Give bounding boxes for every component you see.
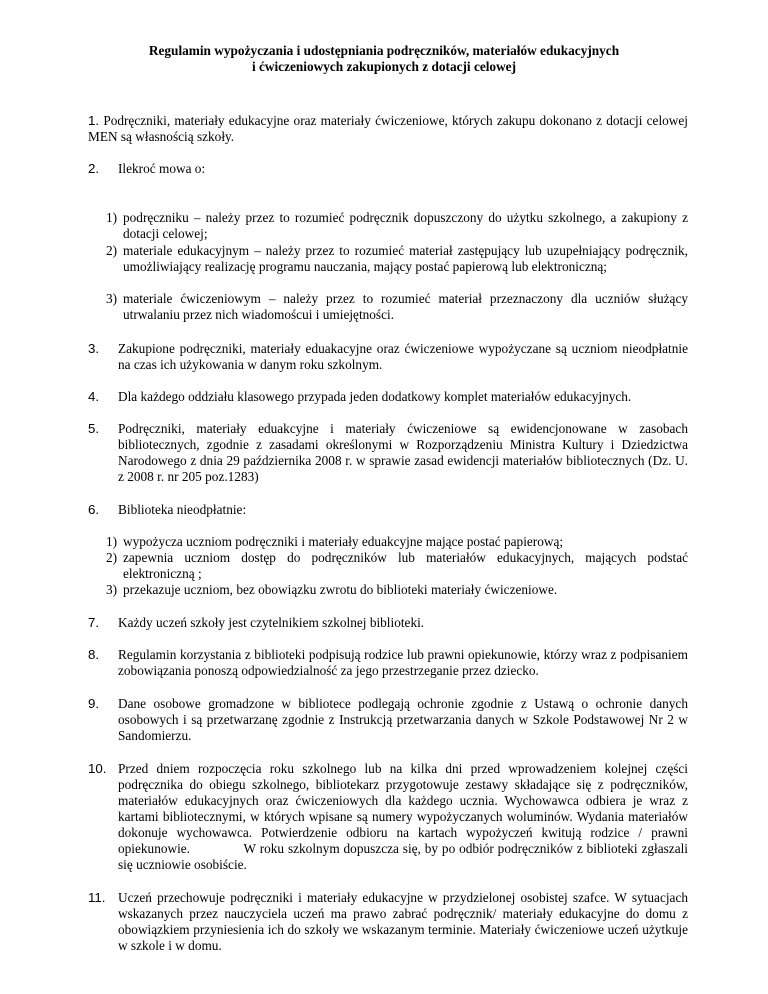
paragraph-11 <box>88 890 688 954</box>
paragraph-9-text: Dane osobowe gromadzone w bibliotece podlegają ochronie zgodnie z Ustawą o ochronie danych osobowych i są przetwarzanę zgodnie z Instrukcją przetwarzania danych w Szkole Podstawowej Nr 2 w Sandomierzu. <box>118 696 688 743</box>
paragraph-10-text-main: Przed dniem rozpoczęcia roku szkolnego lub na kilka dni przed wprowadzeniem kolejnej części podręcznika do obiegu szkolnego, bibliotekarz przygotowuje zestawy składające się z podręczników, materiałów edukacyjnych oraz ćwiczeniowych dla każdego ucznia. Wychowawca odbiera je wraz z kartami bibliotecznymi, w których wpisane są numery wypożyczanych woluminów. Wydania materiałów dokonuje wychowawca. Potwierdzenie odbioru na kartach wypożyczeń kwitują rodzice / prawni opiekunowie. <box>118 761 688 856</box>
item2-sub-1-text: podręczniku – należy przez to rozumieć podręcznik dopuszczony do użytku szkolnego, a zakupiony z dotacji celowej; <box>123 210 688 241</box>
paragraph-1 <box>88 113 688 145</box>
document-title-line-1: Regulamin wypożyczania i udostępniania podręczników, materiałów edukacyjnych <box>148 43 620 58</box>
paragraph-5-number: 5. <box>88 421 100 436</box>
paragraph-6 <box>88 502 688 518</box>
paragraph-8-number: 8. <box>88 647 100 662</box>
item2-sub-1 <box>106 210 688 242</box>
item6-sub-2-text: zapewnia uczniom dostęp do podręczników lub materiałów edukacyjnych, mających podstać elektroniczną ; <box>123 550 688 581</box>
paragraph-3 <box>88 341 688 373</box>
paragraph-1-number: 1. <box>88 113 100 128</box>
item2-sub-1-number: 1) <box>106 210 118 225</box>
paragraph-2 <box>88 161 688 177</box>
item2-sub-2 <box>106 243 688 291</box>
paragraph-5 <box>88 421 688 485</box>
paragraph-3-text: Zakupione podręczniki, materiały eduakacyjne oraz ćwiczeniowe wypożyczane są uczniom nieodpłatnie na czas ich użykowania w danym roku szkolnym. <box>118 341 688 372</box>
paragraph-7 <box>88 615 688 631</box>
paragraph-11-text: Uczeń przechowuje podręczniki i materiały edukacyjne w przydzielonej osobistej szafce. W sytuacjach wskazanych przez nauczyciela uczeń ma prawo zabrać podręcznik/ materiały edukacyjne do domu z obowiązkiem przyniesienia ich do szkoły we wskazanym terminie. Materiały ćwiczeniowe uczeń użytkuje w szkole i w domu. <box>118 890 688 953</box>
paragraph-3-number: 3. <box>88 341 100 356</box>
paragraph-4-text: Dla każdego oddziału klasowego przypada jeden dodatkowy komplet materiałów edukacyjnych. <box>118 389 632 404</box>
paragraph-11-number: 11. <box>88 890 106 905</box>
item2-sub-3-number: 3) <box>106 291 118 306</box>
paragraph-4 <box>88 389 688 405</box>
paragraph-9-number: 9. <box>88 696 100 711</box>
item6-sub-1-number: 1) <box>106 534 118 549</box>
paragraph-9 <box>88 696 688 744</box>
item6-sub-1 <box>106 534 688 550</box>
item6-sub-3 <box>106 582 688 598</box>
paragraph-6-text: Biblioteka nieodpłatnie: <box>118 502 247 517</box>
item6-sub-3-number: 3) <box>106 582 118 597</box>
item6-sub-3-text: przekazuje uczniom, bez obowiązku zwrotu do biblioteki materiały ćwiczeniowe. <box>123 582 558 597</box>
paragraph-8-text: Regulamin korzystania z biblioteki podpisują rodzice lub prawni opiekunowie, którzy wraz z podpisaniem zobowiązania ponoszą odpowiedzialność za jego przestrzeganie przez dziecko. <box>118 647 688 678</box>
item6-sub-2 <box>106 550 688 582</box>
paragraph-5-text: Podręczniki, materiały eduakcyjne i materiały ćwiczeniowe są ewidencjonowane w zasobach bibliotecznych, zgodnie z zasadami określonymi w Rozporządzeniu Ministra Kultury i Dziedzictwa Narodowego z dnia 29 października 2008 r. w sprawie zasad ewidencji materiałów bibliotecznych (Dz. U. z 2008 r. nr 205 poz.1283) <box>118 421 688 484</box>
paragraph-10-number: 10. <box>88 761 107 776</box>
paragraph-7-number: 7. <box>88 615 100 630</box>
item2-sub-2-text: materiale edukacyjnym – należy przez to rozumieć materiał zastępujący lub uzupełniający podręcznik, umożliwiający realizację programu nauczania, mający postać papierową lub elektroniczną; <box>123 243 688 274</box>
item2-sub-3-text: materiale ćwiczeniowym – należy przez to rozumieć materiał przeznaczony dla uczniów służący utrwalaniu przez nich wiadomoścui i umiejętności. <box>123 291 688 322</box>
item6-sub-2-number: 2) <box>106 550 118 565</box>
paragraph-10-text <box>118 761 688 873</box>
paragraph-7-text: Każdy uczeń szkoły jest czytelnikiem szkolnej biblioteki. <box>118 615 425 630</box>
paragraph-2-number: 2. <box>88 161 100 176</box>
item2-sub-3 <box>106 291 688 323</box>
paragraph-1-text: Podręczniki, materiały edukacyjne oraz materiały ćwiczeniowe, których zakupu dokonano z dotacji celowej MEN są własnością szkoły. <box>88 113 688 144</box>
paragraph-8 <box>88 647 688 679</box>
item6-sub-1-text: wypożycza uczniom podręczniki i materiały eduakcyjne mające postać papierową; <box>123 534 564 549</box>
item2-sub-2-number: 2) <box>106 243 118 258</box>
paragraph-6-number: 6. <box>88 502 100 517</box>
paragraph-10-text-tail: W roku szkolnym dopuszcza się, by po odbiór podręczników z biblioteki zgłaszali się uczniowie osobiście. <box>118 841 688 872</box>
paragraph-4-number: 4. <box>88 389 100 404</box>
paragraph-2-text: Ilekroć mowa o: <box>118 161 206 176</box>
document-title-line-2: i ćwiczeniowych zakupionych z dotacji celowej <box>251 59 517 74</box>
paragraph-10 <box>88 761 688 873</box>
